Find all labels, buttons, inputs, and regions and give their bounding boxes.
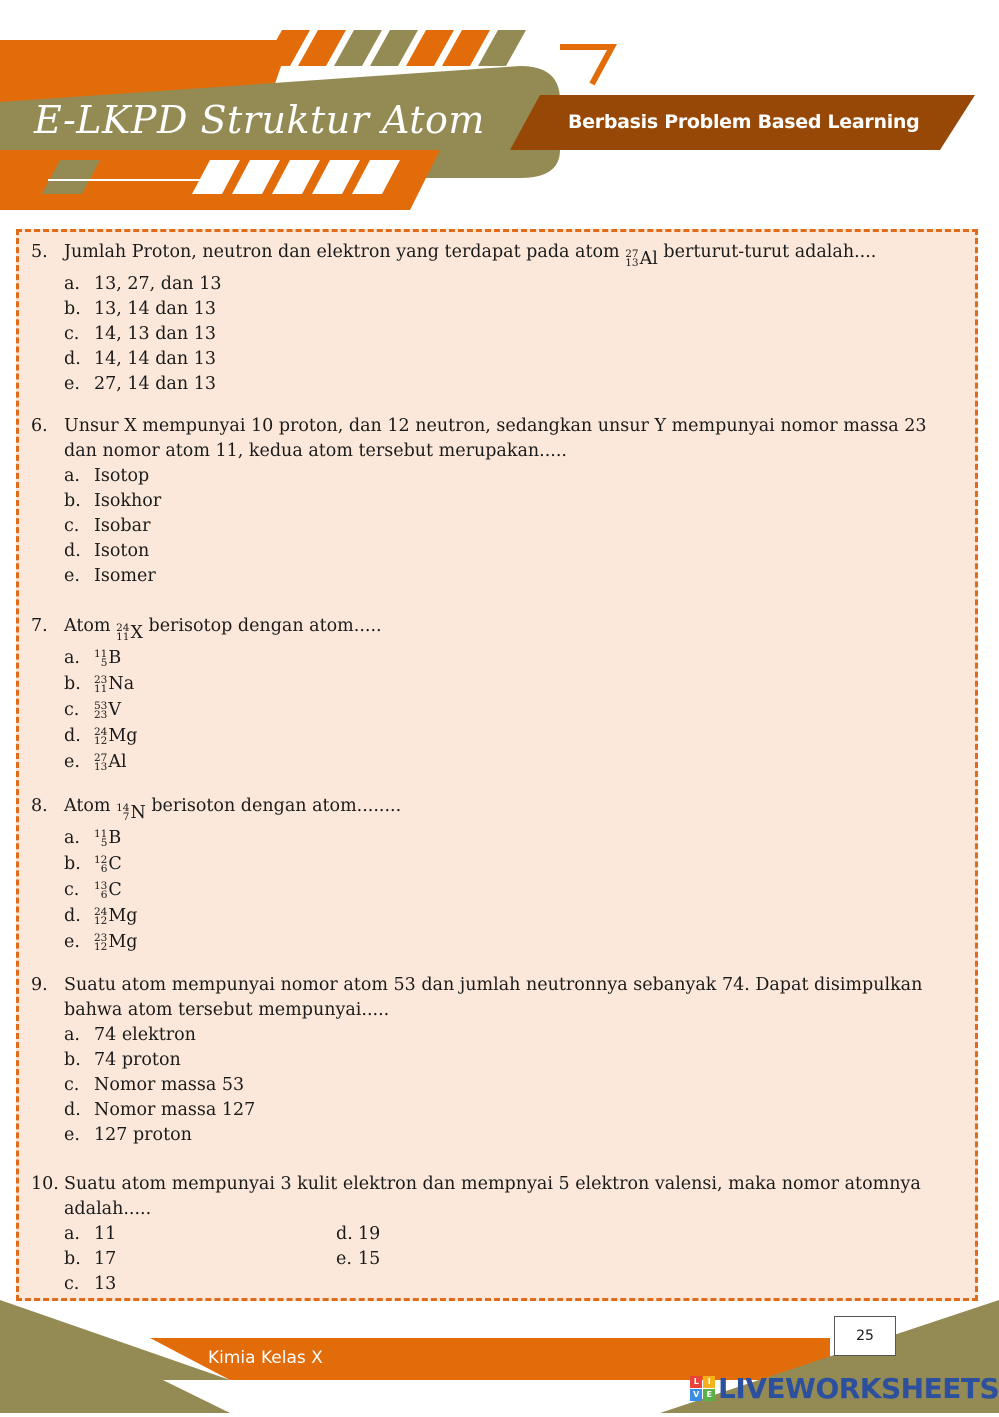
- option-c[interactable]: [64, 322, 961, 347]
- option-a[interactable]: [64, 272, 961, 297]
- option-letter: d.: [64, 541, 81, 561]
- option-text: 11: [94, 1224, 117, 1244]
- atomic-number: 12: [94, 734, 108, 747]
- option-letter: c.: [64, 516, 80, 536]
- option-letter: b.: [64, 674, 81, 694]
- question-9: [31, 973, 961, 1148]
- question-number: 8.: [31, 796, 48, 816]
- liveworksheets-logo-icon: [690, 1376, 715, 1401]
- option-text: 15: [358, 1249, 381, 1269]
- option-text: 13, 14 dan 13: [94, 298, 216, 319]
- option-text: 17: [94, 1249, 117, 1269]
- question-number: 5.: [31, 242, 48, 262]
- options-list: [64, 464, 961, 589]
- option-letter: e.: [64, 1125, 80, 1145]
- worksheet-subtitle: Berbasis Problem Based Learning: [568, 111, 920, 133]
- element-symbol: C: [108, 854, 122, 874]
- option-letter: a.: [64, 1224, 80, 1244]
- question-number: 6.: [31, 416, 48, 436]
- option-letter: d.: [64, 1100, 81, 1120]
- element-symbol: V: [108, 700, 122, 720]
- option-e[interactable]: [64, 564, 961, 589]
- option-letter: d.: [64, 348, 81, 369]
- question-text-part: Atom: [64, 616, 111, 636]
- mass-number: 14: [116, 802, 130, 814]
- option-a[interactable]: [64, 464, 961, 489]
- option-text: 74 elektron: [94, 1025, 196, 1045]
- option-letter: a.: [64, 1025, 80, 1045]
- option-letter: e.: [64, 752, 80, 772]
- question-text-part: berisoton dengan atom........: [151, 796, 402, 816]
- option-letter: d.: [64, 906, 81, 926]
- nuclide-notation: [94, 826, 121, 851]
- element-symbol: C: [108, 880, 122, 900]
- options-list: [64, 1222, 961, 1297]
- option-d[interactable]: [336, 1222, 380, 1247]
- option-b[interactable]: [64, 1247, 961, 1272]
- option-text: 14, 13 dan 13: [94, 323, 216, 344]
- option-text: 19: [358, 1224, 381, 1244]
- option-d[interactable]: [64, 347, 961, 372]
- element-symbol: Mg: [108, 932, 138, 952]
- option-b[interactable]: [64, 852, 961, 878]
- question-5: [31, 240, 961, 397]
- option-letter: e.: [64, 932, 80, 952]
- option-text: Nomor massa 53: [94, 1075, 245, 1095]
- atomic-number: 7: [122, 811, 130, 823]
- options-list: [64, 272, 961, 397]
- nuclide-notation: [94, 698, 121, 723]
- option-text: Isokhor: [94, 491, 162, 511]
- question-text-part: Jumlah Proton, neutron dan elektron yang terdapat pada atom: [64, 242, 620, 262]
- nuclide-notation: [116, 621, 143, 646]
- logo-letter: I: [703, 1376, 715, 1388]
- option-c[interactable]: [64, 514, 961, 539]
- element-symbol: Al: [639, 248, 658, 269]
- element-symbol: Mg: [108, 726, 138, 746]
- option-e[interactable]: [64, 1123, 961, 1148]
- question-text-part: berisotop dengan atom.....: [148, 616, 382, 636]
- question-text-part: berturut-turut adalah....: [663, 242, 877, 262]
- option-c[interactable]: [64, 878, 961, 904]
- option-text: 127 proton: [94, 1125, 192, 1145]
- question-text: Suatu atom mempunyai 3 kulit elektron dan mempnyai 5 elektron valensi, maka nomor atomnya adalah.....: [64, 1174, 921, 1219]
- nuclide-notation: [94, 852, 122, 877]
- question-7: [31, 614, 961, 776]
- option-letter: b.: [64, 1249, 81, 1269]
- nuclide-notation: [94, 750, 127, 775]
- option-letter: b.: [64, 298, 81, 319]
- options-list: [64, 1023, 961, 1148]
- atomic-number: 5: [100, 656, 108, 669]
- option-text: Nomor massa 127: [94, 1100, 256, 1120]
- nuclide-notation: [94, 724, 138, 749]
- page-number: 25: [834, 1316, 896, 1356]
- element-symbol: N: [130, 802, 146, 823]
- question-6: [31, 414, 961, 589]
- logo-letter: E: [703, 1389, 715, 1401]
- option-text: 27, 14 dan 13: [94, 373, 216, 394]
- question-number: 9.: [31, 975, 48, 995]
- option-d[interactable]: [64, 724, 961, 750]
- option-a[interactable]: [64, 646, 961, 672]
- nuclide-notation: [116, 801, 146, 826]
- atomic-number: 5: [100, 836, 108, 849]
- nuclide-notation: [94, 672, 134, 697]
- option-letter: a.: [64, 828, 80, 848]
- option-text: 13: [94, 1274, 117, 1294]
- option-letter: c.: [64, 1274, 80, 1294]
- nuclide-notation: [94, 930, 138, 955]
- option-letter: c.: [64, 700, 80, 720]
- question-text: Unsur X mempunyai 10 proton, dan 12 neutron, sedangkan unsur Y mempunyai nomor massa 23 dan nomor atom 11, kedua atom tersebut merupakan.....: [64, 416, 927, 461]
- liveworksheets-watermark[interactable]: [690, 1372, 999, 1405]
- mass-number: 11: [94, 647, 108, 660]
- option-text: 13, 27, dan 13: [94, 273, 222, 294]
- element-symbol: B: [108, 648, 122, 668]
- option-e[interactable]: [336, 1247, 380, 1272]
- mass-number: 24: [116, 622, 130, 634]
- question-text: [64, 614, 961, 646]
- option-letter: b.: [64, 491, 81, 511]
- option-text: Isoton: [94, 541, 150, 561]
- mass-number: 12: [94, 853, 108, 866]
- mass-number: 11: [94, 827, 108, 840]
- option-text: Isobar: [94, 516, 151, 536]
- atomic-number: 13: [94, 760, 108, 773]
- page-header: [0, 0, 999, 215]
- option-letter: a.: [64, 273, 80, 294]
- nuclide-notation: [94, 646, 121, 671]
- question-text: [64, 240, 961, 272]
- footer-subject-label: Kimia Kelas X: [208, 1348, 323, 1368]
- nuclide-notation: [94, 878, 122, 903]
- option-b[interactable]: [64, 489, 961, 514]
- option-d[interactable]: [64, 1098, 961, 1123]
- questions-panel: [16, 229, 978, 1301]
- worksheet-title: E-LKPD Struktur Atom: [34, 98, 485, 142]
- option-a[interactable]: [64, 826, 961, 852]
- atomic-number: 12: [94, 914, 108, 927]
- mass-number: 27: [625, 248, 639, 260]
- element-symbol: Na: [108, 674, 135, 694]
- option-letter: c.: [64, 880, 80, 900]
- element-symbol: X: [130, 622, 143, 643]
- option-e[interactable]: [64, 372, 961, 397]
- mass-number: 23: [94, 673, 108, 686]
- logo-letter: L: [690, 1376, 702, 1388]
- element-symbol: B: [108, 828, 122, 848]
- option-letter: d.: [336, 1224, 353, 1244]
- logo-letter: V: [690, 1389, 702, 1401]
- options-list: [64, 826, 961, 956]
- option-letter: c.: [64, 323, 80, 344]
- option-text: 74 proton: [94, 1050, 181, 1070]
- option-letter: c.: [64, 1075, 80, 1095]
- option-b[interactable]: [64, 1048, 961, 1073]
- question-text-part: Atom: [64, 796, 111, 816]
- option-letter: e.: [336, 1249, 352, 1269]
- question-number: 10.: [31, 1174, 59, 1194]
- option-letter: e.: [64, 373, 80, 394]
- option-e[interactable]: [64, 750, 961, 776]
- option-text: Isomer: [94, 566, 156, 586]
- mass-number: 23: [94, 931, 108, 944]
- option-text: 14, 14 dan 13: [94, 348, 216, 369]
- option-d[interactable]: [64, 904, 961, 930]
- option-a[interactable]: [64, 1222, 961, 1247]
- question-10: [31, 1172, 961, 1297]
- option-letter: e.: [64, 566, 80, 586]
- option-d[interactable]: [64, 539, 961, 564]
- option-letter: b.: [64, 854, 81, 874]
- atomic-number: 12: [94, 940, 108, 953]
- mass-number: 24: [94, 725, 108, 738]
- option-c[interactable]: [64, 698, 961, 724]
- option-b[interactable]: [64, 672, 961, 698]
- options-right-column: [336, 1222, 380, 1272]
- question-text: Suatu atom mempunyai nomor atom 53 dan jumlah neutronnya sebanyak 74. Dapat disimpulkan bahwa atom tersebut mempunyai.....: [64, 975, 923, 1020]
- mass-number: 53: [94, 699, 108, 712]
- question-8: [31, 794, 961, 956]
- mass-number: 27: [94, 751, 108, 764]
- element-symbol: Al: [108, 752, 127, 772]
- nuclide-notation: [94, 904, 138, 929]
- question-text: [64, 794, 961, 826]
- mass-number: 13: [94, 879, 108, 892]
- option-text: Isotop: [94, 466, 150, 486]
- mass-number: 24: [94, 905, 108, 918]
- liveworksheets-text: LIVEWORKSHEETS: [718, 1372, 999, 1405]
- options-list: [64, 646, 961, 776]
- option-letter: b.: [64, 1050, 81, 1070]
- option-a[interactable]: [64, 1023, 961, 1048]
- element-symbol: Mg: [108, 906, 138, 926]
- option-letter: a.: [64, 648, 80, 668]
- option-letter: a.: [64, 466, 80, 486]
- nuclide-notation: [625, 247, 658, 272]
- option-c[interactable]: [64, 1073, 961, 1098]
- question-number: 7.: [31, 616, 48, 636]
- atomic-number: 13: [625, 257, 639, 269]
- atomic-number: 23: [94, 708, 108, 721]
- option-letter: d.: [64, 726, 81, 746]
- atomic-number: 11: [94, 682, 108, 695]
- option-e[interactable]: [64, 930, 961, 956]
- option-b[interactable]: [64, 297, 961, 322]
- atomic-number: 6: [100, 862, 108, 875]
- atomic-number: 6: [100, 888, 108, 901]
- atomic-number: 11: [116, 631, 130, 643]
